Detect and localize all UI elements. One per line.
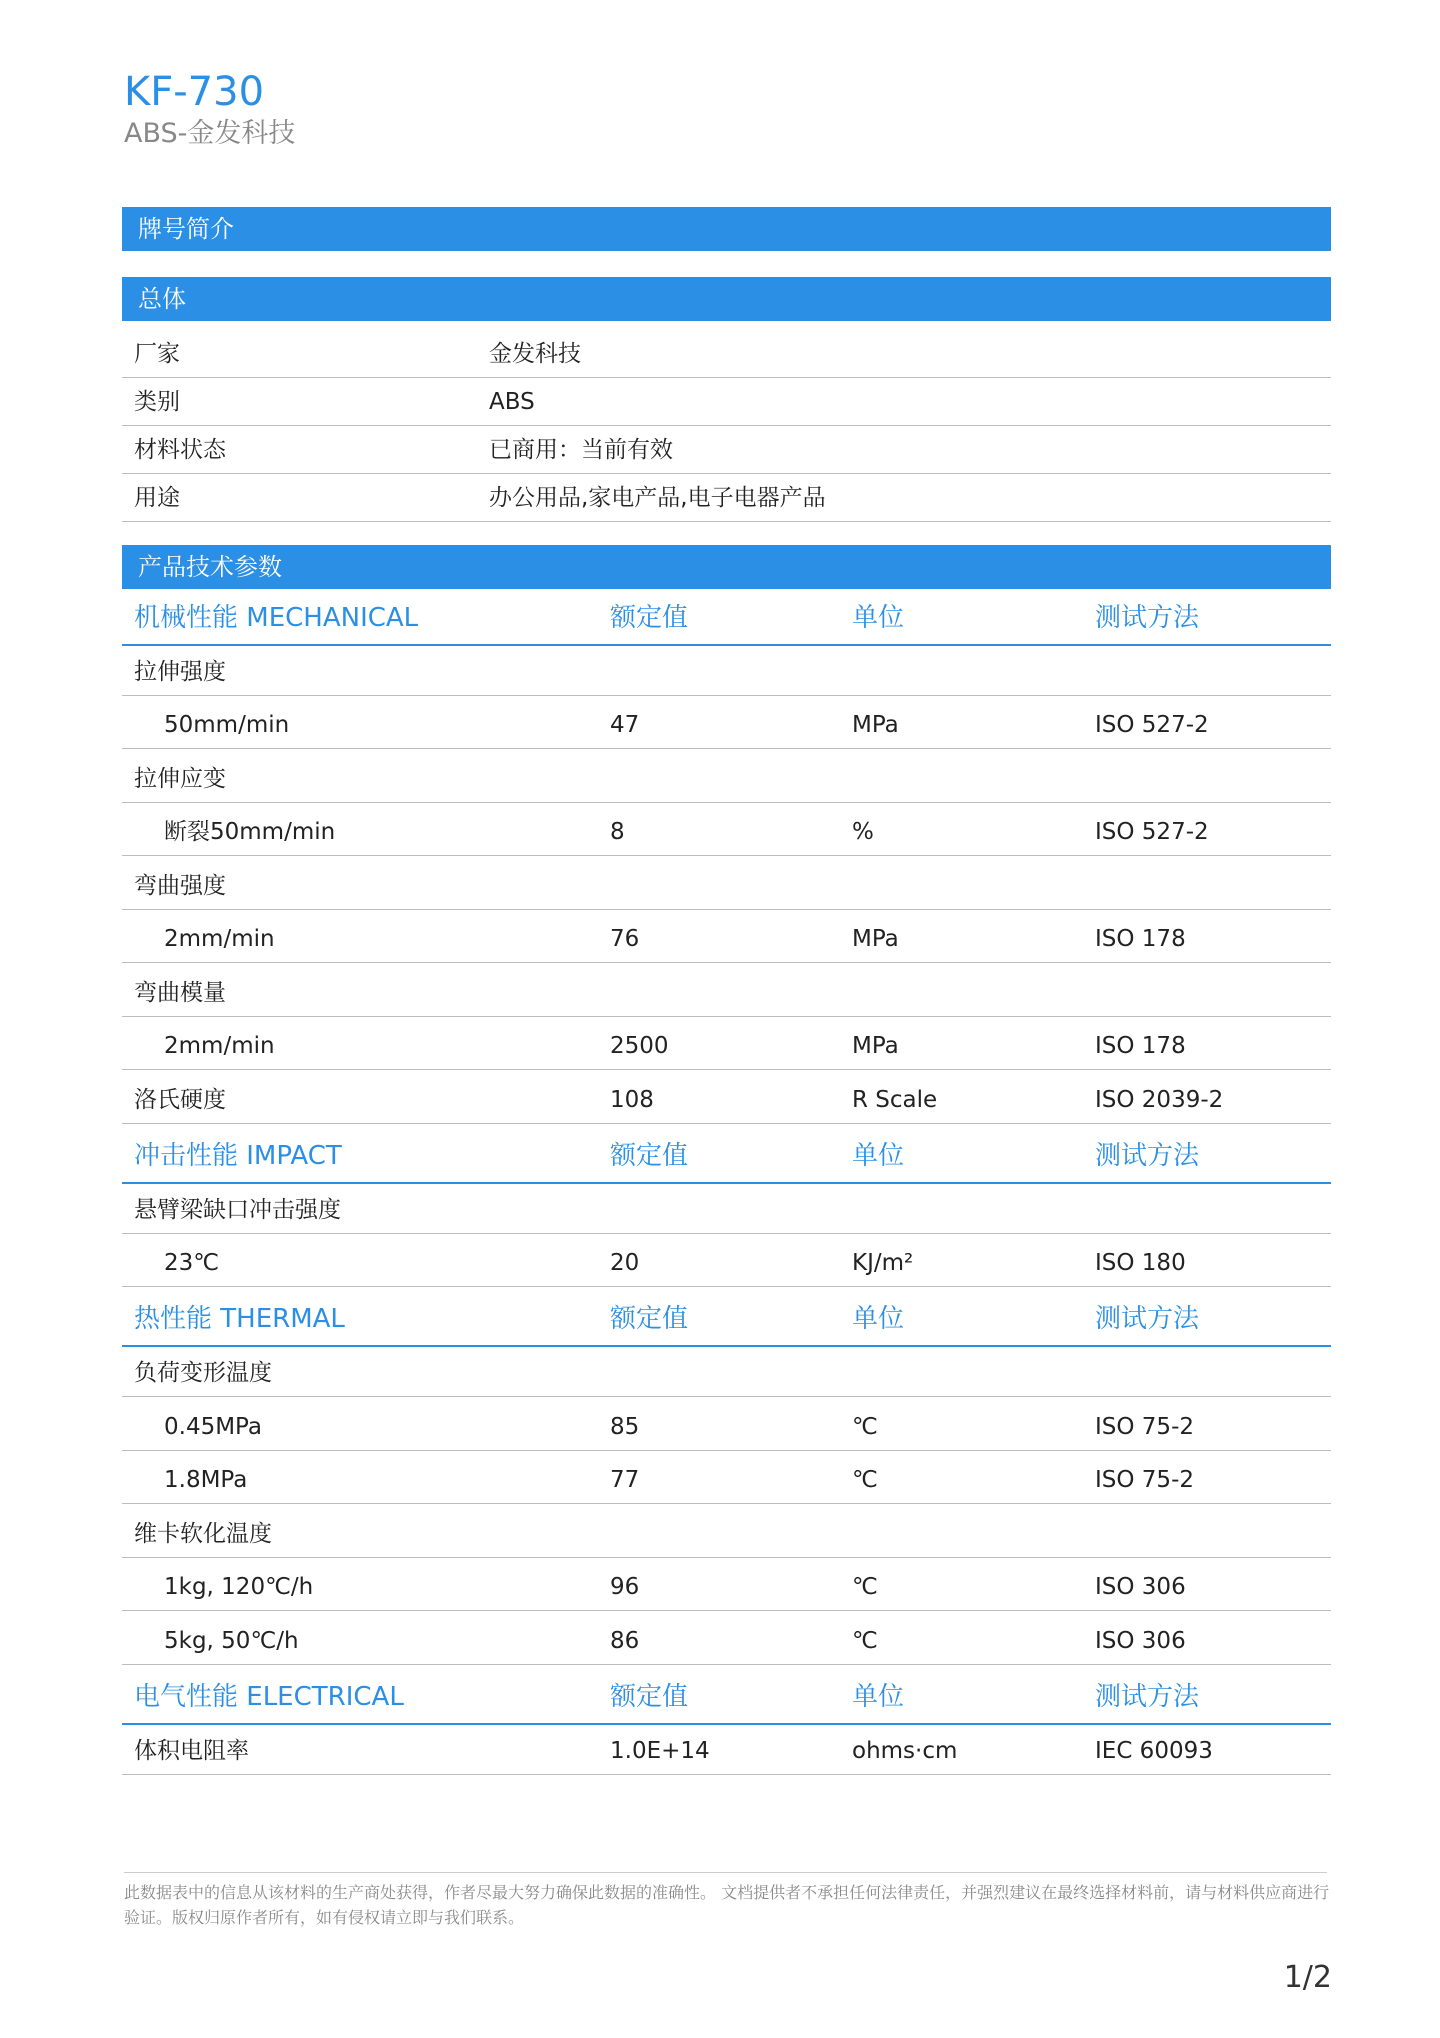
property-unit: ohms·cm: [852, 1738, 958, 1764]
property-label: 负荷变形温度: [134, 1360, 272, 1386]
property-value: 96: [610, 1574, 640, 1600]
condition-label: 23℃: [164, 1250, 220, 1276]
property-unit: ℃: [852, 1628, 878, 1654]
general-row-category: [122, 378, 1331, 426]
impact-title: 冲击性能 IMPACT: [134, 1141, 342, 1171]
condition-label: 50mm/min: [164, 712, 290, 738]
property-unit: MPa: [852, 926, 899, 952]
general-label: 类别: [134, 389, 180, 415]
property-row: [122, 648, 1331, 696]
property-label: 弯曲强度: [134, 873, 226, 899]
electrical-title: 电气性能 ELECTRICAL: [134, 1682, 404, 1712]
test-method: ISO 178: [1095, 1033, 1186, 1059]
page-number: 1/2: [1283, 1960, 1332, 1995]
section-bar-general: 总体: [122, 277, 1331, 321]
test-method: ISO 527-2: [1095, 712, 1209, 738]
property-unit: ℃: [852, 1574, 878, 1600]
column-unit-header: 单位: [852, 1141, 905, 1171]
general-label: 厂家: [134, 341, 180, 367]
general-label: 材料状态: [134, 437, 226, 463]
thermal-title: 热性能 THERMAL: [134, 1304, 345, 1334]
condition-row: [122, 1022, 1331, 1070]
property-label: 洛氏硬度: [134, 1087, 226, 1113]
property-row: [122, 969, 1331, 1017]
column-test-header: 测试方法: [1095, 603, 1200, 633]
electrical-header: [122, 1669, 1331, 1725]
condition-label: 5kg, 50℃/h: [164, 1628, 299, 1654]
property-value: 86: [610, 1628, 640, 1654]
property-label: 悬臂梁缺口冲击强度: [134, 1197, 341, 1223]
condition-row: [122, 915, 1331, 963]
property-row: [122, 862, 1331, 910]
property-unit: ℃: [852, 1414, 878, 1440]
property-row: [122, 1510, 1331, 1558]
condition-row: [122, 701, 1331, 749]
test-method: ISO 306: [1095, 1574, 1186, 1600]
property-label: 体积电阻率: [134, 1738, 249, 1764]
section-bar-intro: 牌号简介: [122, 207, 1331, 251]
column-value-header: 额定值: [610, 603, 689, 633]
column-value-header: 额定值: [610, 1304, 689, 1334]
property-row: [122, 1186, 1331, 1234]
condition-row: [122, 1239, 1331, 1287]
property-unit: R Scale: [852, 1087, 938, 1113]
general-row-status: [122, 426, 1331, 474]
test-method: IEC 60093: [1095, 1738, 1213, 1764]
test-method: ISO 75-2: [1095, 1467, 1194, 1493]
general-row-manufacturer: [122, 330, 1331, 378]
property-value: 76: [610, 926, 640, 952]
product-title: KF-730: [124, 69, 265, 115]
condition-label: 1.8MPa: [164, 1467, 248, 1493]
property-unit: ℃: [852, 1467, 878, 1493]
column-test-header: 测试方法: [1095, 1682, 1200, 1712]
test-method: ISO 527-2: [1095, 819, 1209, 845]
mechanical-header: [122, 590, 1331, 646]
property-label: 拉伸强度: [134, 659, 226, 685]
condition-row: [122, 1563, 1331, 1611]
property-unit: KJ/m²: [852, 1250, 914, 1276]
condition-label: 2mm/min: [164, 926, 275, 952]
condition-row: [122, 1403, 1331, 1451]
test-method: ISO 178: [1095, 926, 1186, 952]
test-method: ISO 2039-2: [1095, 1087, 1224, 1113]
property-value: 85: [610, 1414, 640, 1440]
property-value: 1.0E+14: [610, 1738, 710, 1764]
column-unit-header: 单位: [852, 1304, 905, 1334]
general-label: 用途: [134, 485, 180, 511]
property-value: 108: [610, 1087, 654, 1113]
property-unit: MPa: [852, 1033, 899, 1059]
general-value: 办公用品,家电产品,电子电器产品: [489, 485, 826, 511]
property-row: [122, 1727, 1331, 1775]
section-bar-tech: 产品技术参数: [122, 545, 1331, 589]
footer-divider: [124, 1872, 1327, 1873]
general-row-usage: [122, 474, 1331, 522]
column-value-header: 额定值: [610, 1141, 689, 1171]
column-value-header: 额定值: [610, 1682, 689, 1712]
property-value: 2500: [610, 1033, 669, 1059]
property-value: 20: [610, 1250, 640, 1276]
property-row: [122, 1076, 1331, 1124]
property-label: 拉伸应变: [134, 766, 226, 792]
condition-row: [122, 1617, 1331, 1665]
mechanical-title: 机械性能 MECHANICAL: [134, 603, 419, 633]
general-value: 已商用：当前有效: [489, 437, 673, 463]
condition-row: [122, 1456, 1331, 1504]
test-method: ISO 306: [1095, 1628, 1186, 1654]
property-unit: MPa: [852, 712, 899, 738]
general-value: ABS: [489, 389, 535, 415]
condition-label: 0.45MPa: [164, 1414, 262, 1440]
column-unit-header: 单位: [852, 603, 905, 633]
disclaimer-text: 此数据表中的信息从该材料的生产商处获得，作者尽最大努力确保此数据的准确性。 文档提供者不承担任何法律责任，并强烈建议在最终选择材料前，请与材料供应商进行验证。版权归原作者所有，如有侵权请立即与我们联系。: [124, 1883, 1330, 1927]
condition-label: 断裂50mm/min: [164, 819, 336, 845]
property-label: 弯曲模量: [134, 980, 226, 1006]
thermal-header: [122, 1291, 1331, 1347]
property-row: [122, 1349, 1331, 1397]
condition-label: 2mm/min: [164, 1033, 275, 1059]
property-value: 47: [610, 712, 640, 738]
property-value: 8: [610, 819, 625, 845]
product-subtitle: ABS-金发科技: [124, 118, 296, 149]
test-method: ISO 75-2: [1095, 1414, 1194, 1440]
property-value: 77: [610, 1467, 640, 1493]
property-label: 维卡软化温度: [134, 1521, 272, 1547]
impact-header: [122, 1128, 1331, 1184]
property-unit: %: [852, 819, 874, 845]
column-test-header: 测试方法: [1095, 1141, 1200, 1171]
column-unit-header: 单位: [852, 1682, 905, 1712]
property-row: [122, 755, 1331, 803]
test-method: ISO 180: [1095, 1250, 1186, 1276]
condition-label: 1kg, 120℃/h: [164, 1574, 314, 1600]
column-test-header: 测试方法: [1095, 1304, 1200, 1334]
condition-row: [122, 808, 1331, 856]
general-value: 金发科技: [489, 341, 581, 367]
